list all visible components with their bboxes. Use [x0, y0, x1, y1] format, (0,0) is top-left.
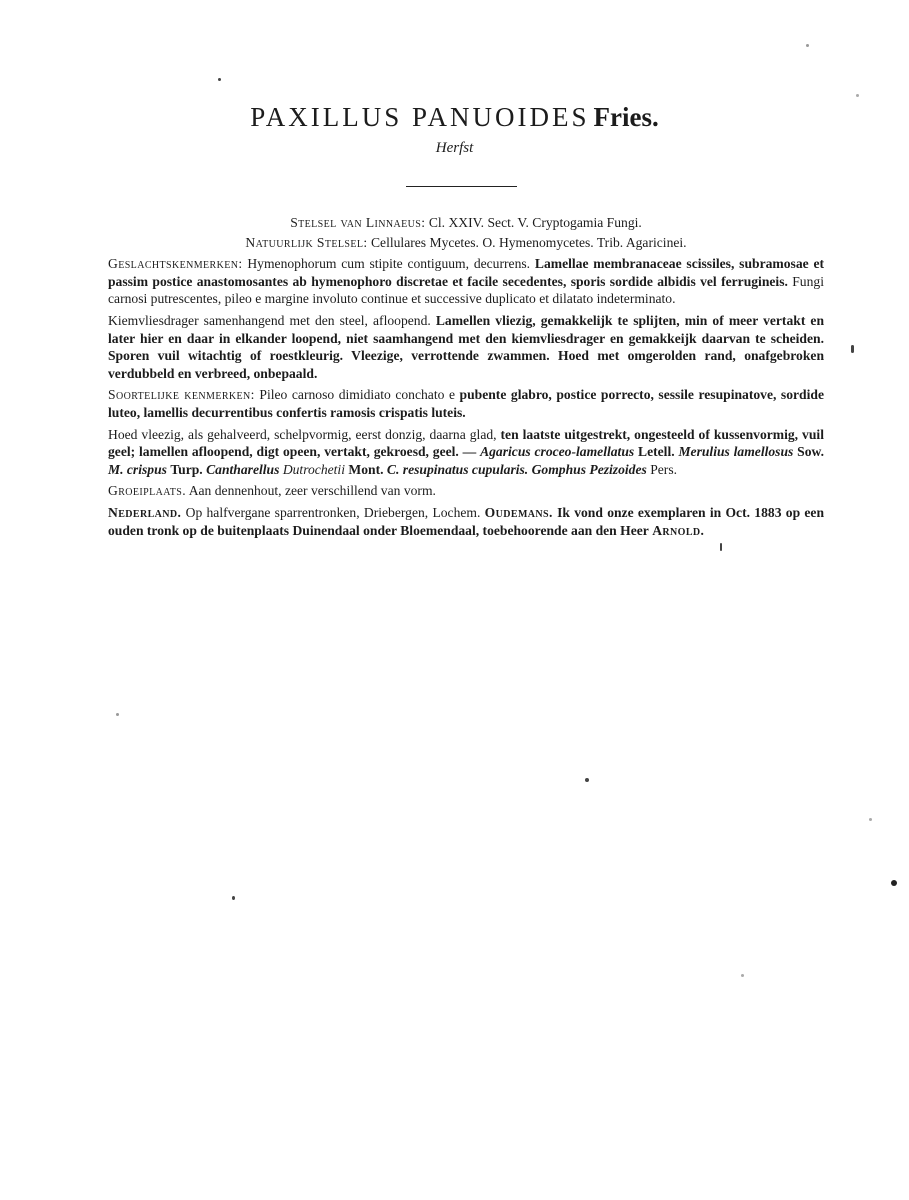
netherlands-label: Nederland. — [108, 504, 182, 520]
title-divider — [406, 186, 517, 187]
habitat-text: Aan dennenhout, zeer verschillend van vorm. — [188, 483, 436, 499]
genus-latin-bold: Lamellae membranaceae scissiles, subramosae et passim postice anastomosantes ab hymenophoro discretae et facile secedentes, sporis sordide albidis vel ferrugineis. — [108, 256, 825, 289]
genus-characteristics-dutch — [108, 312, 824, 382]
species-latin-bold: pubente glabro, postice porrecto, sessile resupinatove, sordide luteo, lamellis decurrentibus confertis ramosis crispatis luteis. — [108, 387, 824, 420]
scan-speck — [116, 713, 119, 716]
synonym-2: Merulius lamellosus — [678, 444, 794, 460]
genus-dutch-bold: Lamellen vliezig, gemakkelijk te splijten, min of meer vertakt en later hier en daar in elkander loopend, niet saamhangend met den kiemvliesdrager en gemakkeijk daarvan te scheiden. Sporen vuil witachtig of roestkleurig. Vleezige, verrottende zwammen. Hoed met omgerolden rand, onafgebroken verdubbeld en verbreed, onbepaald. — [108, 312, 824, 381]
synonym-4: Cantharellus — [206, 461, 280, 477]
linnaeus-label: Stelsel van Linnaeus: — [290, 215, 426, 230]
genus-latin-plain2: Fungi carnosi putrescentes, pileo e margine involuto continue et successive duplicato et dilatato indeterminato. — [108, 273, 824, 307]
natural-system-label: Natuurlijk Stelsel: — [245, 234, 368, 250]
genus-characteristics-latin — [108, 255, 824, 308]
species-dutch-plain: Hoed vleezig, als gehalveerd, schelpvormig, eerst donzig, daarna glad, — [108, 426, 497, 442]
description-body — [108, 214, 824, 539]
scan-speck — [869, 818, 872, 821]
genus-latin-plain: Hymenophorum cum stipite contiguum, decurrens. — [247, 256, 531, 272]
synonym-6: Gomphus Pezizoides — [531, 461, 647, 477]
synonym-3-author: Turp. — [170, 461, 203, 477]
netherlands-text-bold: Ik vond onze exemplaren in Oct. — [557, 504, 751, 520]
synonym-6-author: Pers. — [650, 461, 678, 477]
linnaeus-system-line — [108, 214, 824, 232]
netherlands-year: 1883 — [754, 504, 782, 520]
synonym-1-author: Letell. — [638, 444, 675, 460]
species-latin-plain: Pileo carnoso dimidiato conchato e — [259, 387, 455, 403]
synonym-1: Agaricus croceo-lamellatus — [480, 444, 635, 460]
scan-speck — [218, 78, 221, 81]
synonym-4-author: Mont. — [348, 461, 384, 477]
scan-speck — [891, 880, 897, 886]
synonym-3: M. crispus — [108, 461, 167, 477]
scan-speck — [806, 44, 809, 47]
genus-dutch-plain: Kiemvliesdrager samenhangend met den steel, afloopend. — [108, 312, 431, 328]
species-label: Soortelijke kenmerken: — [108, 387, 255, 403]
natural-system-line — [108, 234, 824, 252]
netherlands-locality — [108, 504, 824, 539]
scan-speck — [232, 896, 235, 900]
netherlands-text-plain: Op halfvergane sparrentronken, Driebergen, Lochem. — [185, 504, 481, 520]
natural-system-text: Cellulares Mycetes. O. Hymenomycetes. Trib. Agaricinei. — [370, 234, 687, 250]
genus-label: Geslachtskenmerken: — [108, 256, 243, 272]
species-dutch-bold: ten laatste uitgestrekt, ongesteeld of kussenvormig, vuil geel; lamellen afloopend, digt opeen, vertakt, gekroesd, geel. — — [108, 426, 824, 460]
habitat-line — [108, 482, 824, 500]
species-characteristics-latin — [108, 386, 824, 421]
linnaeus-text: Cl. XXIV. Sect. V. Cryptogamia Fungi. — [428, 215, 642, 230]
scan-speck — [856, 94, 859, 97]
scan-speck — [851, 345, 854, 353]
page-title — [0, 100, 909, 134]
synonym-5: C. resupinatus cupularis. — [386, 461, 529, 477]
collector-name-1: Oudemans. — [484, 504, 553, 520]
species-author: Fries. — [593, 102, 659, 132]
scan-speck — [720, 543, 722, 551]
species-characteristics-dutch — [108, 426, 824, 479]
season-subtitle: Herfst — [435, 140, 474, 156]
scan-speck — [741, 974, 744, 977]
synonym-2-author: Sow. — [797, 444, 824, 460]
collector-name-2: Arnold. — [652, 522, 705, 538]
habitat-label: Groeiplaats. — [108, 483, 187, 499]
species-name: PAXILLUS PANUOIDES — [250, 102, 590, 132]
netherlands-text-rest: op een ouden tronk op de buitenplaats Duinendaal onder Bloemendaal, toebehoorende aan den Heer — [108, 504, 825, 538]
scan-speck — [585, 778, 589, 782]
synonym-4b: Dutrochetii — [282, 461, 345, 477]
